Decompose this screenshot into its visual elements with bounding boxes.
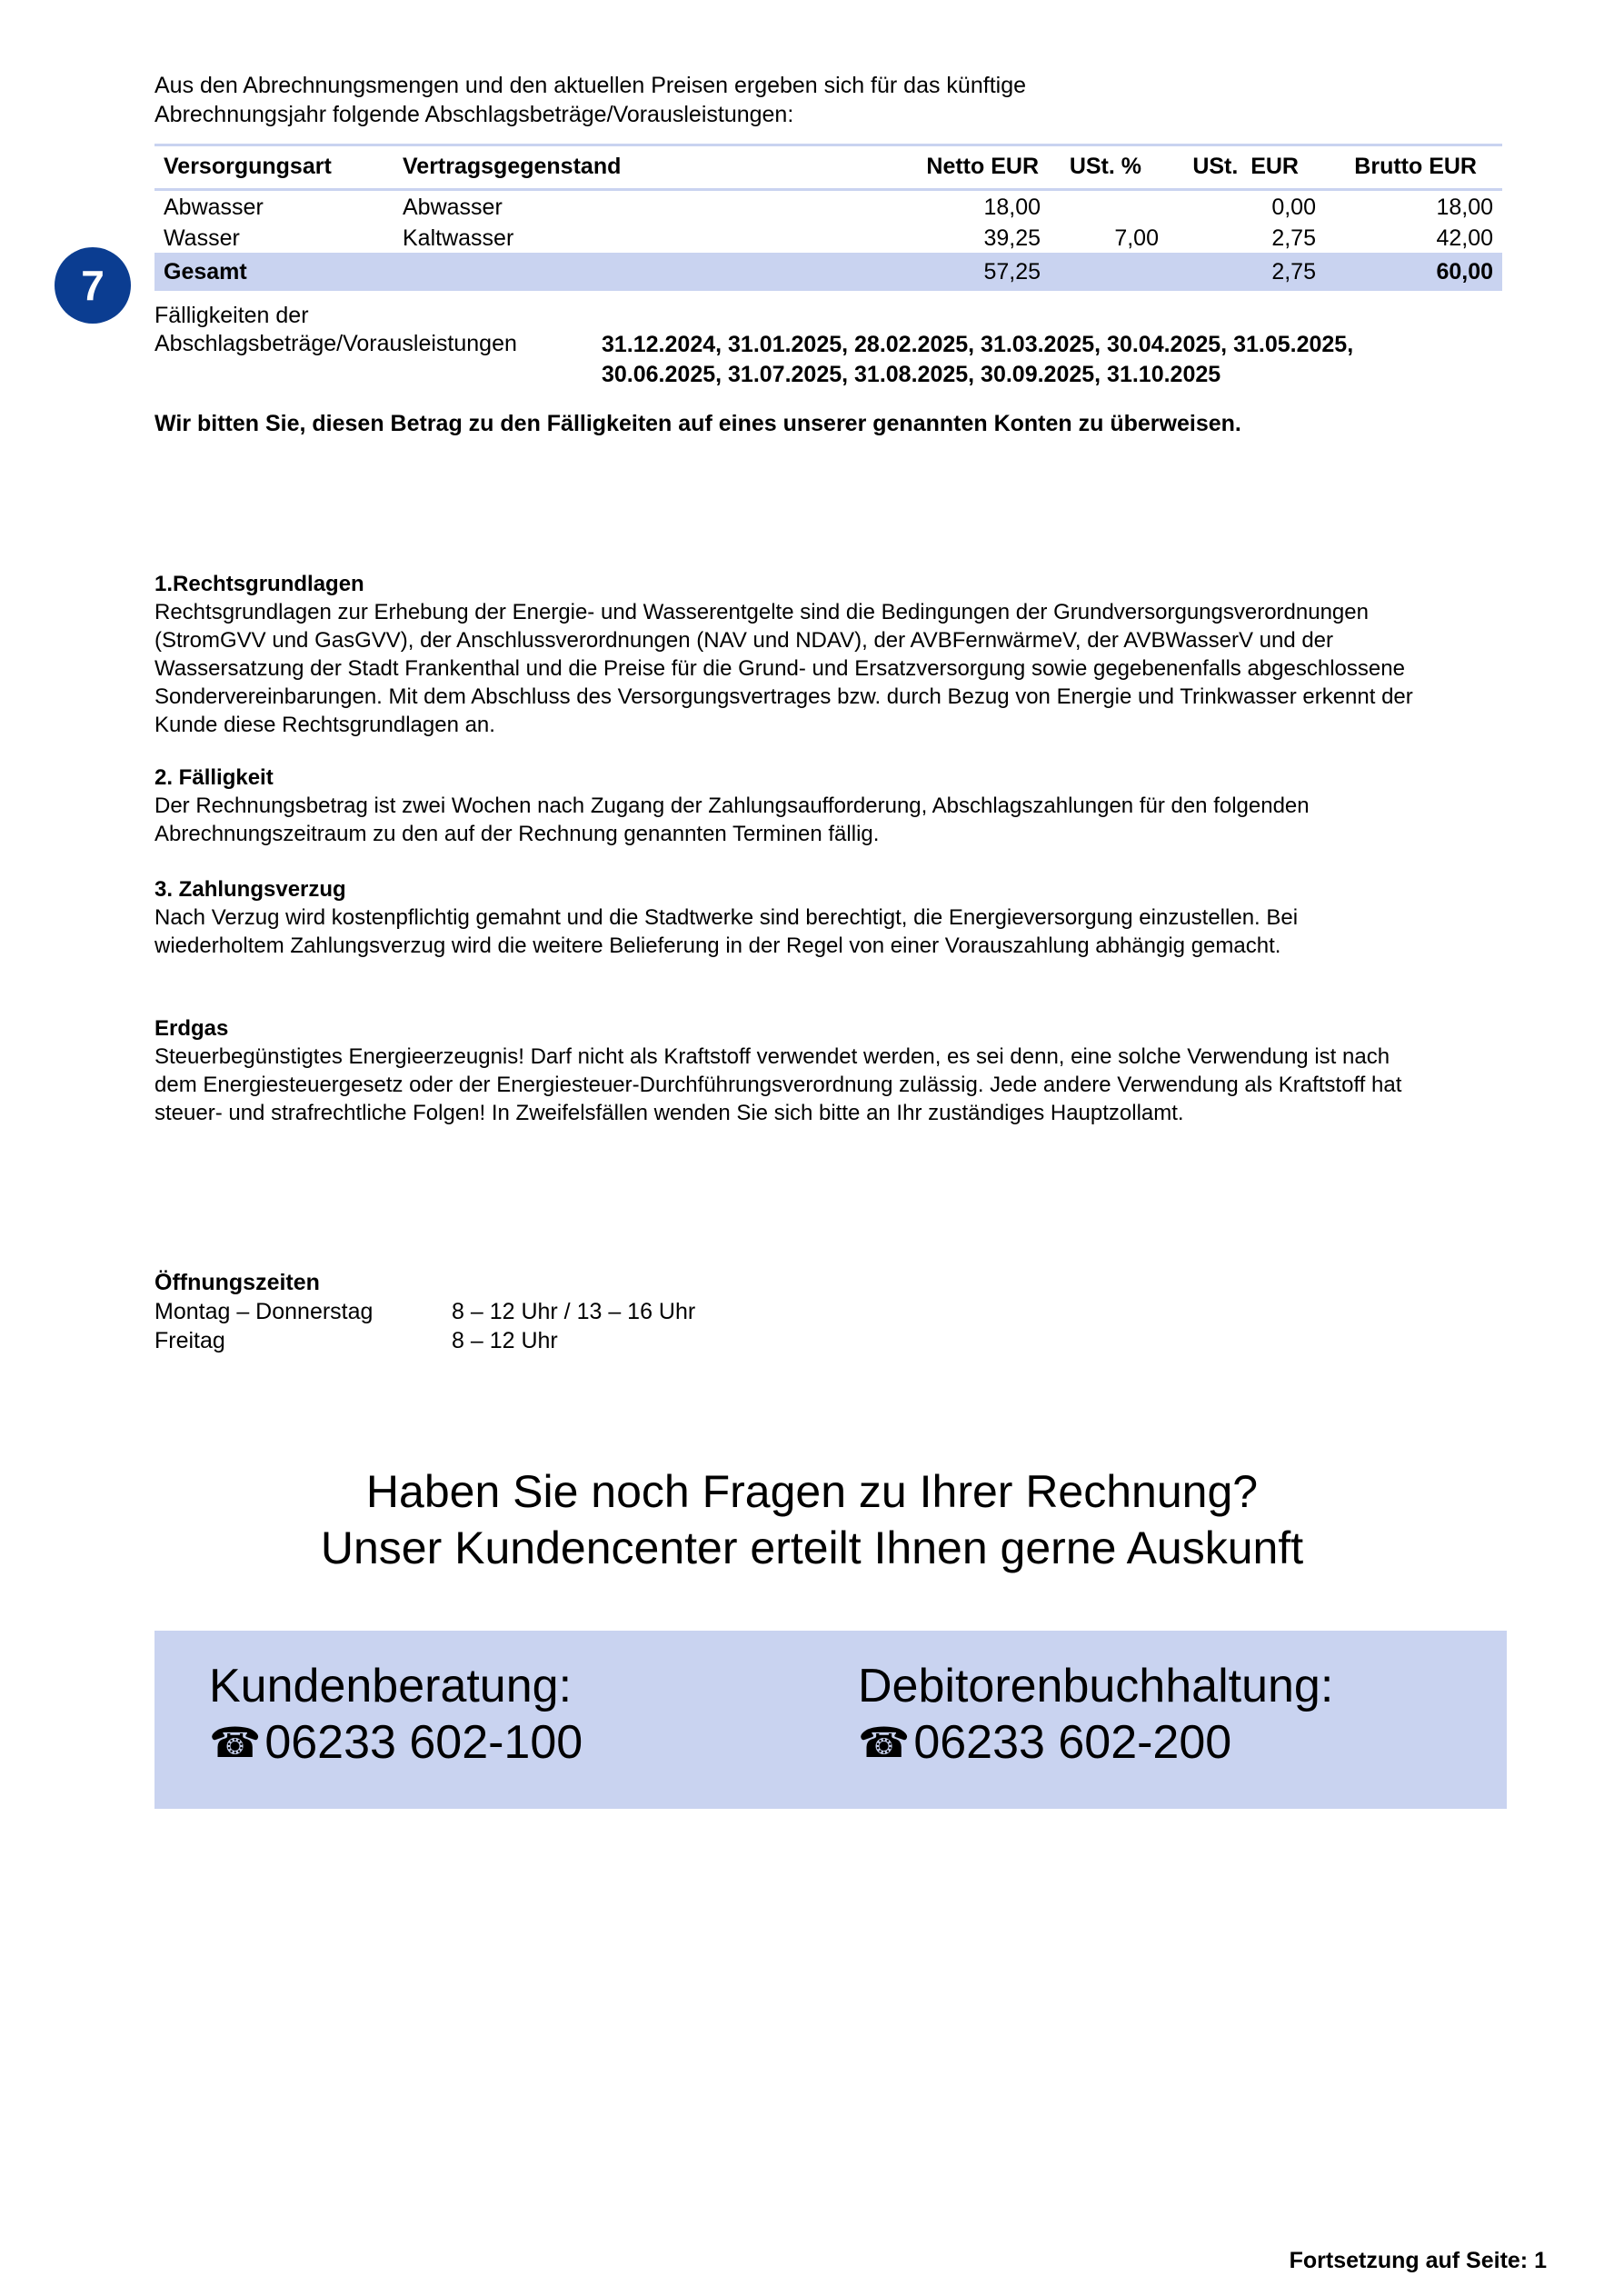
questions-line-2: Unser Kundencenter erteilt Ihnen gerne Auskunft	[320, 1522, 1304, 1573]
cell-vertragsgegenstand: Kaltwasser	[403, 225, 514, 251]
opening-time: 8 – 12 Uhr / 13 – 16 Uhr	[452, 1299, 696, 1324]
section-line: Wassersatzung der Stadt Frankenthal und die Preise für die Grund- und Ersatzversorgung sowie gegebenenfalls abgeschlossene	[154, 656, 1405, 681]
section-line: Nach Verzug wird kostenpflichtig gemahnt und die Stadtwerke sind berechtigt, die Energieversorgung einzustellen. Bei	[154, 905, 1299, 930]
section-line: wiederholtem Zahlungsverzug wird die weitere Belieferung in der Regel von einer Vorauszahlung abhängig gemacht.	[154, 933, 1281, 958]
phone-number: 06233 602-100	[264, 1716, 583, 1769]
cell-netto: 39,25	[983, 225, 1041, 251]
cell-ust-eur: 0,00	[1271, 195, 1316, 220]
cell-brutto: 42,00	[1436, 225, 1493, 251]
contact-phone[interactable]	[209, 1714, 583, 1771]
section-line: Der Rechnungsbetrag ist zwei Wochen nach Zugang der Zahlungsaufforderung, Abschlagszahlungen für den folgenden	[154, 794, 1310, 818]
due-dates-line-1: 31.12.2024, 31.01.2025, 28.02.2025, 31.03.2025, 30.04.2025, 31.05.2025,	[602, 332, 1354, 357]
total-label: Gesamt	[164, 259, 247, 285]
cell-vertragsgegenstand: Abwasser	[403, 195, 503, 220]
contact-debitorenbuchhaltung	[858, 1658, 1333, 1771]
section-heading: 2. Fälligkeit	[154, 765, 274, 790]
phone-icon: ☎	[858, 1719, 911, 1766]
section-line: (StromGVV und GasGVV), der Anschlussverordnungen (NAV und NDAV), der AVBFernwärmeV, der AVBWasserV und der	[154, 628, 1334, 653]
header-ust-percent: USt. %	[1069, 154, 1141, 179]
due-dates-list	[602, 330, 1353, 390]
payment-request: Wir bitten Sie, diesen Betrag zu den Fälligkeiten auf eines unserer genannten Konten zu überweisen.	[154, 411, 1241, 436]
opening-hours	[154, 1268, 696, 1355]
due-label-line-2: Abschlagsbeträge/Vorausleistungen	[154, 331, 517, 356]
opening-hours-row	[154, 1326, 558, 1355]
table-row	[154, 191, 1502, 222]
section-line: steuer- und strafrechtliche Folgen! In Zweifelsfällen wenden Sie sich bitte an Ihr zuständiges Hauptzollamt.	[154, 1101, 1184, 1125]
cell-ust-eur: 2,75	[1271, 225, 1316, 251]
header-brutto: Brutto EUR	[1354, 154, 1477, 179]
total-ust-eur: 2,75	[1271, 259, 1316, 285]
cell-versorgungsart: Wasser	[164, 225, 240, 251]
intro-text	[154, 71, 1336, 129]
section-line: Steuerbegünstigtes Energieerzeugnis! Darf nicht als Kraftstoff verwendet werden, es sei denn, eine solche Verwendung ist nach	[154, 1044, 1390, 1069]
total-brutto: 60,00	[1436, 259, 1493, 285]
header-versorgungsart: Versorgungsart	[164, 154, 332, 179]
section-rechtsgrundlagen	[154, 570, 1518, 739]
contact-label: Kundenberatung:	[209, 1660, 573, 1712]
opening-days: Freitag	[154, 1328, 225, 1353]
opening-days: Montag – Donnerstag	[154, 1299, 374, 1324]
contact-label: Debitorenbuchhaltung:	[858, 1660, 1334, 1712]
section-heading: 3. Zahlungsverzug	[154, 877, 346, 902]
opening-hours-heading: Öffnungszeiten	[154, 1270, 320, 1295]
section-faelligkeit	[154, 764, 1518, 848]
cell-ust-percent: 7,00	[1114, 225, 1159, 251]
header-netto: Netto EUR	[926, 154, 1039, 179]
total-netto: 57,25	[983, 259, 1041, 285]
due-dates-label	[154, 302, 517, 358]
cell-versorgungsart: Abwasser	[164, 195, 264, 220]
table-row	[154, 222, 1502, 253]
section-line: Abrechnungszeitraum zu den auf der Rechnung genannten Terminen fällig.	[154, 822, 880, 846]
installment-table	[154, 144, 1502, 291]
table-header-row	[154, 146, 1502, 188]
opening-time: 8 – 12 Uhr	[452, 1328, 558, 1353]
section-erdgas	[154, 1014, 1518, 1127]
section-number-badge: 7	[55, 247, 131, 324]
cell-netto: 18,00	[983, 195, 1041, 220]
section-line: dem Energiesteuergesetz oder der Energiesteuer-Durchführungsverordnung zulässig. Jede andere Verwendung als Kraftstoff hat	[154, 1073, 1402, 1097]
questions-line-1: Haben Sie noch Fragen zu Ihrer Rechnung?	[365, 1466, 1259, 1517]
contact-kundenberatung	[209, 1658, 583, 1771]
section-line: Rechtsgrundlagen zur Erhebung der Energie- und Wasserentgelte sind die Bedingungen der Grundversorgungsverordnungen	[154, 600, 1369, 624]
section-heading: 1.Rechtsgrundlagen	[154, 572, 364, 596]
section-line: Sondervereinbarungen. Mit dem Abschluss des Versorgungsvertrages bzw. durch Bezug von Energie und Trinkwasser erkennt der	[154, 684, 1413, 709]
due-label-line-1: Fälligkeiten der	[154, 303, 309, 328]
section-line: Kunde diese Rechtsgrundlagen an.	[154, 713, 495, 737]
intro-line-2: Abrechnungsjahr folgende Abschlagsbeträge/Vorausleistungen:	[154, 102, 794, 127]
section-heading: Erdgas	[154, 1016, 229, 1041]
opening-hours-row	[154, 1297, 696, 1326]
header-vertragsgegenstand: Vertragsgegenstand	[403, 154, 622, 179]
contact-box	[154, 1631, 1507, 1809]
questions-heading	[0, 1463, 1624, 1576]
due-dates-line-2: 30.06.2025, 31.07.2025, 31.08.2025, 30.09.2025, 31.10.2025	[602, 362, 1221, 387]
intro-line-1: Aus den Abrechnungsmengen und den aktuellen Preisen ergeben sich für das künftige	[154, 73, 1026, 98]
phone-icon: ☎	[209, 1719, 262, 1766]
cell-brutto: 18,00	[1436, 195, 1493, 220]
phone-number: 06233 602-200	[913, 1716, 1232, 1769]
section-zahlungsverzug	[154, 875, 1518, 960]
continuation-note: Fortsetzung auf Seite: 1	[1289, 2248, 1547, 2273]
header-ust-eur: USt. EUR	[1192, 154, 1299, 179]
contact-phone[interactable]	[858, 1714, 1333, 1771]
table-total-row	[154, 253, 1502, 291]
